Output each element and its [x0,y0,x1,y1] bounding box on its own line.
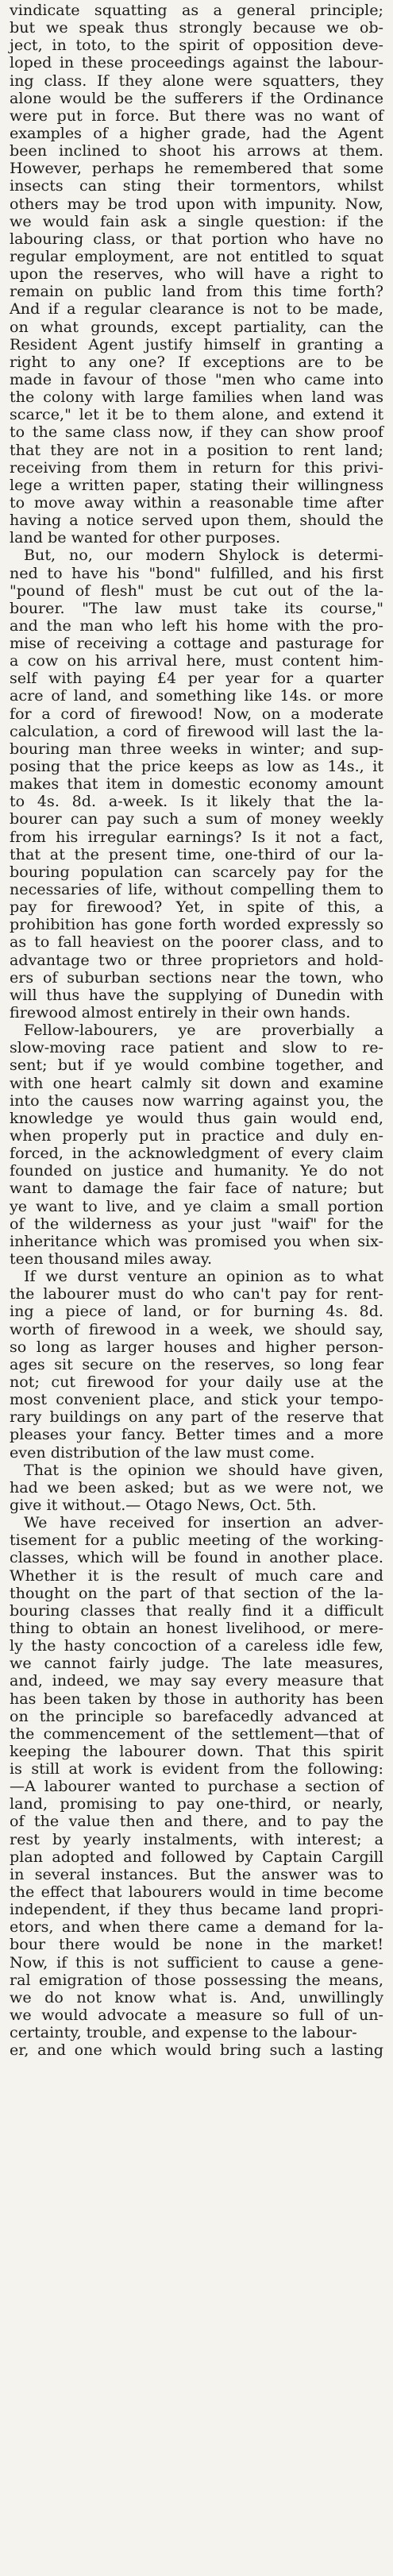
text-line: insects can sting their tormentors, whilst [10,176,383,195]
text-line: alone would be the sufferers if the Ordinance [10,88,383,107]
text-line: But, no, our modern Shylock is determi- [24,546,383,565]
text-line: as to fall heaviest on the poorer class, and to [10,933,383,952]
text-line: a cow on his arrival here, must content him- [10,651,383,670]
text-line: classes, which will be found in another place. [10,1548,383,1567]
text-line: ing class. If they alone were squatters, they [10,71,383,90]
text-line: bouring population can scarcely pay for the [10,862,383,881]
text-line: the effect that labourers would in time become [10,1883,383,1902]
text-line: firewood almost entirely in their own hands. [10,1003,351,1022]
text-line: of the value then and there, and to pay the [10,1812,383,1831]
text-line: rary buildings on any part of the reserve that [10,1408,383,1427]
text-line: for a cord of firewood! Now, on a moderate [10,704,383,723]
text-line: regular employment, are not entitled to squat [10,246,383,265]
text-line: when properly put in practice and duly en- [10,1126,383,1145]
text-line: land, promising to pay one-third, or nearly, [10,1794,383,1813]
text-line: forced, in the acknowledgment of every claim [10,1144,383,1163]
text-line: sent; but if ye would combine together, and [10,1056,383,1075]
text-line: er, and one which would bring such a lasting [10,2041,383,2060]
text-line: into the causes now warring against you, the [10,1091,383,1110]
text-line: self with paying £4 per year for a quarter [10,669,383,688]
text-line: posing that the price keeps as low as 14s., it [10,757,383,776]
text-line: had we been asked; but as we were not, we [10,1477,383,1497]
text-line: examples of a higher grade, had the Agent [10,123,383,142]
text-line: ned to have his "bond" fulfilled, and his first [10,563,383,582]
text-line: even distribution of the law must come. [10,1442,315,1462]
text-line: ing a piece of land, or for burning 4s. 8d. [10,1302,383,1321]
text-line: from his irregular earnings? Is it not a fact, [10,827,383,846]
text-line: we would advocate a measure so full of un- [10,2006,383,2025]
text-line: loped in these proceedings against the labour- [10,53,383,72]
text-line: remain on public land from this time forth? [10,282,383,301]
text-line: on the principle so barefacedly advanced at [10,1706,383,1725]
text-line: inheritance which was promised you when six- [10,1231,383,1250]
text-line: that they are not in a position to rent land; [10,440,383,459]
text-line: pay for firewood? Yet, in spite of this, a [10,898,383,917]
article-text [10,2,383,2059]
text-line: to move away within a reasonable time after [10,492,383,512]
text-line: acre of land, and something like 14s. or more [10,686,383,705]
text-line: want to damage the fair face of nature; but [10,1179,383,1198]
text-line: founded on justice and humanity. Ye do not [10,1161,383,1180]
text-line: Now, if this is not sufficient to cause a gene- [10,1952,383,1972]
text-line: scarce," let it be to them alone, and extend it [10,405,383,424]
text-line: knowledge ye would thus gain would end, [10,1108,383,1127]
text-line: ers of suburban sections near the town, who [10,967,383,987]
text-line: thing to obtain an honest livelihood, or mere- [10,1618,383,1637]
text-line: to the same class now, if they can show proof [10,423,383,442]
text-line: were put in force. But there was no want of [10,106,383,125]
text-line: If we durst venture an opinion as to what [24,1267,383,1286]
text-line: lege a written paper, stating their willingness [10,475,383,494]
text-line: has been taken by those in authority has been [10,1689,383,1708]
text-line: prohibition has gone forth worded expressly so [10,915,383,934]
text-line: land be wanted for other purposes. [10,528,281,547]
text-line: bourer can pay such a sum of money weekly [10,809,383,828]
text-line: And if a regular clearance is not to be made, [10,299,383,319]
text-line: ages sit secure on the reserves, so long fear [10,1354,383,1373]
text-line: worth of firewood in a week, we should say, [10,1319,383,1338]
text-line: the labourer must do who can't pay for rent- [10,1284,383,1303]
text-line: and the man who left his home with the pro- [10,616,383,635]
text-line: bour there would be none in the market! [10,1935,383,1954]
text-line: give it without.— Otago News, Oct. 5th. [10,1495,317,1514]
text-line: advantage two or three proprietors and hold- [10,950,383,969]
text-line: vindicate squatting as a general principle; [10,1,383,19]
text-line: etors, and when there came a demand for la- [10,1918,383,1937]
text-line: slow-moving race patient and slow to re- [10,1038,383,1057]
text-line: teen thousand miles away. [10,1249,213,1268]
text-line: ye want to live, and ye claim a small portion [10,1196,383,1215]
text-line: pleases your fancy. Better times and a more [10,1425,383,1444]
text-line: certainty, trouble, and expense to the labour- [10,2023,357,2042]
text-line: will thus have the supplying of Dunedin with [10,985,383,1004]
text-line: the colony with large families when land was [10,388,383,407]
text-line: is still at work is evident from the following: [10,1759,383,1778]
text-line: thought on the part of that section of the la- [10,1583,383,1602]
text-line: plan adopted and followed by Captain Cargill [10,1847,383,1866]
text-line: we cannot fairly judge. The late measures, [10,1654,383,1673]
text-line: we do not know what is. And, unwillingly [10,1987,383,2006]
text-line: However, perhaps he remembered that some [10,159,383,178]
text-line: we would fain ask a single question: if the [10,211,383,230]
text-line: but we speak thus strongly because we ob- [10,18,383,37]
text-line: independent, if they thus became land propri- [10,1900,383,1919]
text-line: necessaries of life, without compelling them to [10,880,383,899]
text-line: in several instances. But the answer was to [10,1864,383,1883]
text-line: bouring classes that really find it a difficult [10,1601,383,1620]
text-line: calculation, a cord of firewood will last the la- [10,721,383,740]
text-line: made in favour of those "men who came into [10,369,383,388]
text-line: That is the opinion we should have given, [24,1460,383,1479]
text-line: rest by yearly instalments, with interest; a [10,1829,383,1848]
text-line: bourer. "The law must take its course," [10,598,383,617]
text-line: the commencement of the settlement—that of [10,1724,383,1743]
text-line: keeping the labourer down. That this spirit [10,1741,383,1760]
text-line: Fellow-labourers, ye are proverbially a [24,1021,383,1040]
text-line: right to any one? If exceptions are to be [10,352,383,371]
text-line: been inclined to shoot his arrows at them. [10,141,383,160]
text-line: makes that item in domestic economy amount [10,774,383,794]
text-line: others may be trod upon with impunity. Now, [10,194,383,213]
text-line: ly the hasty concoction of a careless idle few, [10,1636,383,1655]
text-line: receiving from them in return for this privi- [10,458,383,477]
text-line: mise of receiving a cottage and pasturage for [10,634,383,653]
text-line: so long as larger houses and higher person- [10,1337,383,1356]
text-line: ral emigration of those possessing the means, [10,1970,383,1989]
text-line: Resident Agent justify himself in granting a [10,334,383,353]
text-line: that at the present time, one-third of our la- [10,844,383,863]
text-line: "pound of flesh" must be cut out of the la- [10,581,383,600]
text-line: Whether it is the result of much care and [10,1566,383,1585]
text-line: labouring class, or that portion who have no [10,229,383,248]
text-line: with one heart calmly sit down and examine [10,1073,383,1092]
text-line: not; cut firewood for your daily use at the [10,1372,383,1391]
text-line: on what grounds, except partiality, can the [10,317,383,336]
text-line: and, indeed, we may say every measure that [10,1671,383,1690]
text-line: of the wilderness as your just "waif" for the [10,1214,383,1233]
text-line: —A labourer wanted to purchase a section of [10,1777,383,1796]
text-line: bouring man three weeks in winter; and sup- [10,739,383,758]
text-line: most convenient place, and stick your tempo- [10,1390,383,1409]
text-line: to 4s. 8d. a-week. Is it likely that the la- [10,792,383,811]
text-line: upon the reserves, who will have a right to [10,265,383,284]
text-line: ject, in toto, to the spirit of opposition deve- [10,36,383,55]
text-line: We have received for insertion an adver- [24,1513,383,1532]
text-line: tisement for a public meeting of the working- [10,1531,383,1550]
text-line: having a notice served upon them, should the [10,511,383,530]
